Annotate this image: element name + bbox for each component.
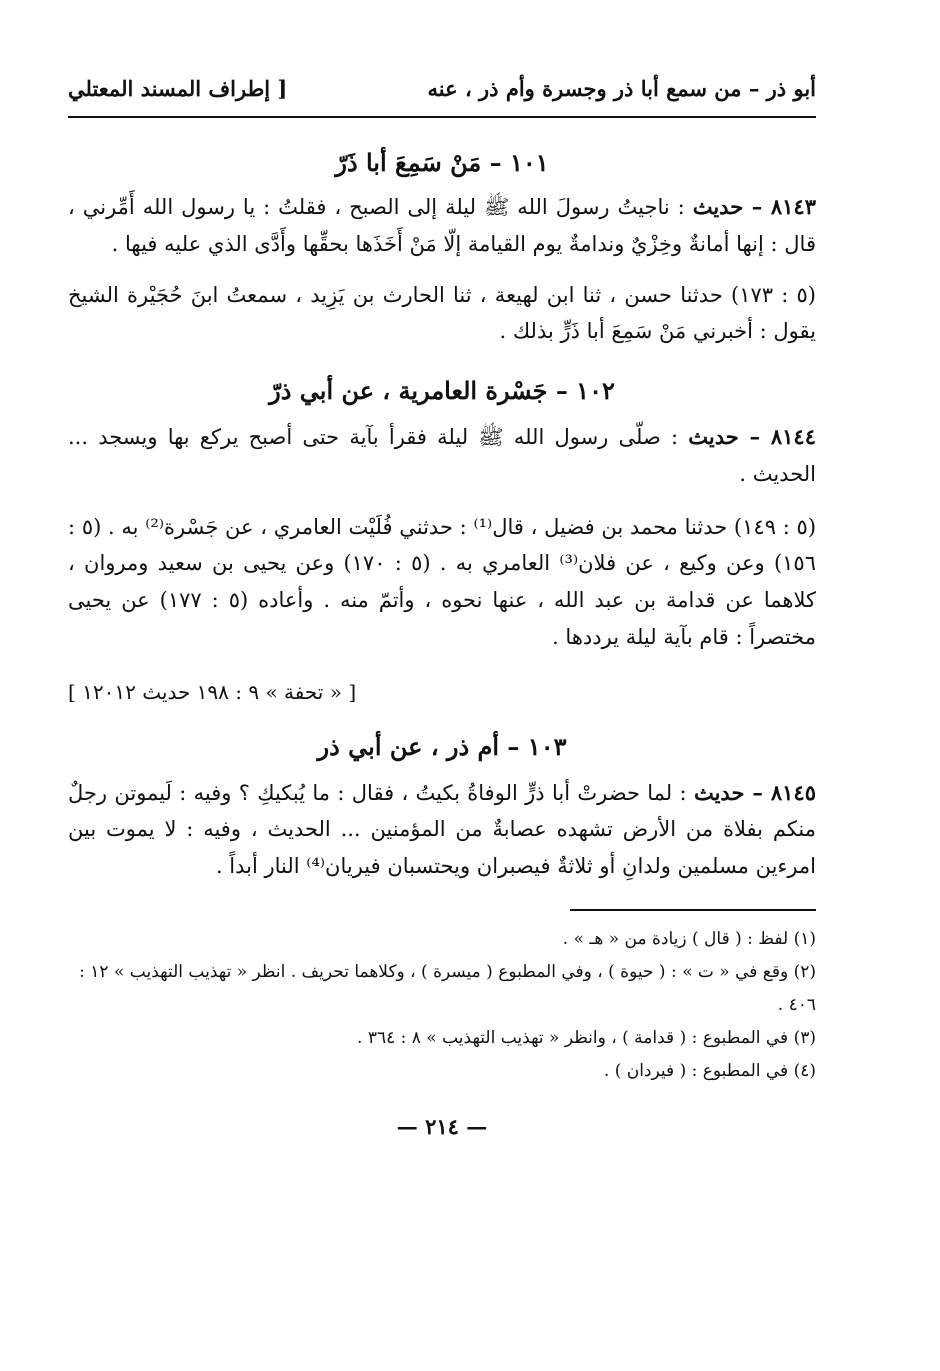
hadith-8145	[68, 775, 816, 885]
footnotes	[68, 923, 816, 1089]
footnote-2: (٢) وقع في « ت » : ( حيوة ) ، وفي المطبوع ( ميسرة ) ، وكلاهما تحريف . انظر « تهذيب التهذيب » ١٢ : ٤٠٦ .	[79, 961, 816, 1016]
footnote-3: (٣) في المطبوع : ( قدامة ) ، وانظر « تهذيب التهذيب » ٨ : ٣٦٤ .	[357, 1028, 816, 1049]
book-page	[68, 70, 816, 1139]
footnote-1: (١) لفظ : ( قال ) زيادة من « هـ » .	[562, 928, 816, 949]
header-rule	[68, 116, 816, 118]
footnote-separator	[570, 909, 816, 911]
hadith-number-label: ٨١٤٤ – حديث	[688, 424, 816, 449]
hadith-8143	[68, 189, 816, 263]
hadith-number-label: ٨١٤٣ – حديث	[692, 194, 816, 219]
sanad-8144: (٥ : ١٤٩) حدثنا محمد بن فضيل ، قال⁽¹⁾ : حدثني فُلَيْت العامري ، عن جَسْرة⁽²⁾ به . (٥ : ١٥٦) وعن وكيع ، عن فلان⁽³⁾ العامري به . (٥ : ١٧٠) وعن يحيى بن سعيد ومروان ، كلاهما عن قدامة بن عبد الله ، عنها نحوه ، وأتمّ منه . وأعاده (٥ : ١٧٧) عن يحيى مختصراً : قام بآية ليلة يرددها .	[68, 514, 817, 649]
running-head	[68, 70, 816, 110]
sanad-8143: (٥ : ١٧٣) حدثنا حسن ، ثنا ابن لهيعة ، ثنا الحارث بن يَزِيد ، سمعتُ ابنَ حُجَيْرة الشيخ يقول : أخبرني مَنْ سَمِعَ أبا ذَرٍّ بذلك .	[68, 282, 816, 344]
section-heading-103: ١٠٣ – أم ذر ، عن أبي ذر	[317, 731, 567, 761]
running-head-book-title: [ إطراف المسند المعتلي	[68, 76, 288, 101]
tuhfa-reference: [ « تحفة » ٩ : ١٩٨ حديث ١٢٠١٢ ]	[68, 679, 357, 704]
footnote-4: (٤) في المطبوع : ( فيردان ) .	[603, 1061, 816, 1082]
hadith-number-label: ٨١٤٥ – حديث	[693, 779, 816, 805]
running-head-chapter: أبو ذر – من سمع أبا ذر وجسرة وأم ذر ، عنه	[427, 76, 816, 101]
hadith-text: : صلّى رسول الله ﷺ ليلة فقرأ بآية حتى أصبح يركع بها ويسجد ... الحديث .	[68, 425, 816, 486]
hadith-8144	[68, 419, 816, 493]
section-heading-102: ١٠٢ – جَسْرة العامرية ، عن أبي ذرّ	[269, 376, 615, 405]
page-number: — ٢١٤ —	[396, 1114, 488, 1140]
hadith-text: : لما حضرتْ أبا ذرٍّ الوفاةُ بكيتُ ، فقال : ما يُبكيكِ ؟ وفيه : لَيموتن رجلٌ منكم بفلاة من الأرض تشهده عصابةٌ من المؤمنين ... الحديث ، وفيه : لا يموت بين امرءين مسلمين ولدانِ أو ثلاثةٌ فيصبران ويحتسبان فيريان⁽⁴⁾ النار أبداً .	[68, 780, 816, 878]
section-heading-101: ١٠١ – مَنْ سَمِعَ أبا ذَرّ	[335, 148, 549, 177]
hadith-text: : ناجيتُ رسولَ الله ﷺ ليلة إلى الصبح ، فقلتُ : يا رسول الله أَمِّرني ، قال : إنها أمانةٌ وخِزْيٌ وندامةٌ يوم القيامة إلّا مَنْ أَخَذَها بحقِّها وأَدَّى الذي عليه فيها .	[68, 195, 816, 256]
